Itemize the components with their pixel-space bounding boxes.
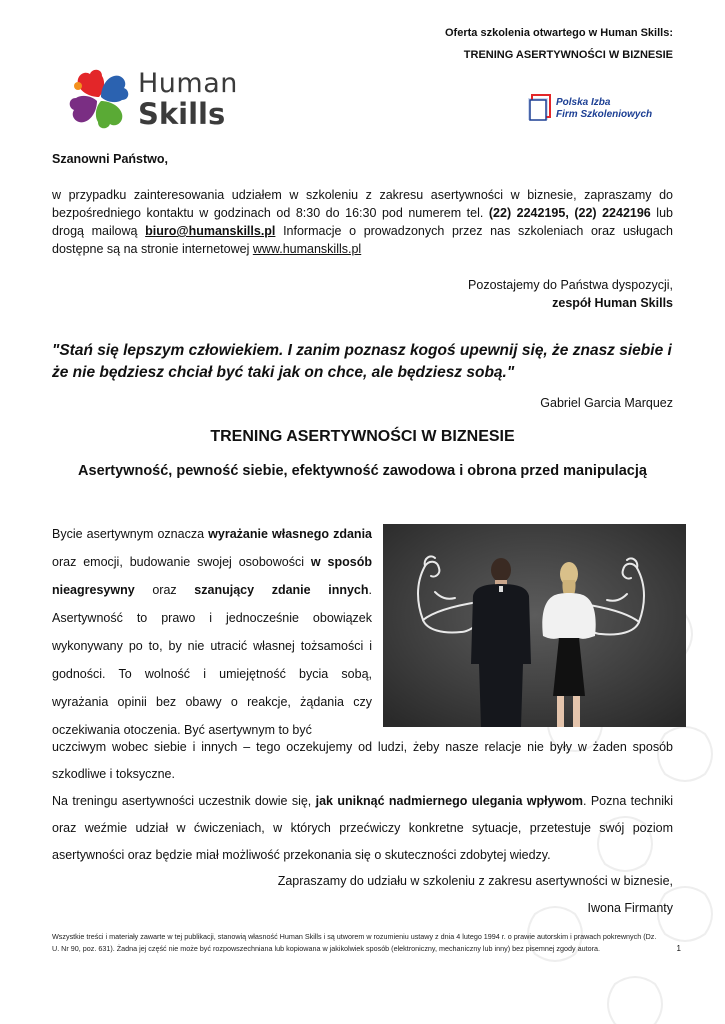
contact-text-2: lub drogą mailową	[52, 206, 673, 238]
copyright-footer: Wszystkie treści i materiały zawarte w tej publikacji, stanowią własność Human Skills i są utworem w rozumieniu ustawy z dnia 4 lutego 1994 r. o prawie autorskim i prawach pokrewnych (Dz. U. Nr 90, poz. 631). Żadna jej część nie może być rozpowszechniana lub kopiowana w jakikolwiek sposób (elektroniczny, mechaniczny lub inny) bez pisemnej zgody autora.	[52, 932, 657, 953]
header-offer-line: Oferta szkolenia otwartego w Human Skills:	[445, 27, 673, 39]
logo-word-skills: Skills	[138, 97, 226, 131]
contact-text-3: Informacje o prowadzonych przez nas szkoleniach oraz usługach dostępne są na stronie internetowej	[52, 224, 673, 256]
letter-greeting: Szanowni Państwo,	[52, 152, 168, 166]
closing-signature: Iwona Firmanty	[587, 901, 673, 915]
quote-text: "Stań się lepszym człowiekiem. I zanim poznasz kogoś upewnij się, że znasz siebie i że nie będziesz chciał być taki jak on chce, ale będziesz sobą."	[52, 342, 672, 381]
document-header	[445, 22, 673, 66]
intro-bold-3: szanujący zdanie innych	[194, 583, 369, 597]
pifs-logo-text	[556, 97, 652, 121]
intro-text-2: oraz emocji, budowanie swojej osobowości	[52, 555, 311, 569]
intro-text-4: . Asertywność to prawo i jednocześnie obowiązek wykonywany po to, by nie utracić własnej tożsamości i godności. To wolność i umiejętność bycia sobą, wyrażania opinii bez obawy o reakcje, żądania czy oczekiwania otoczenia. Być asertywnym to być	[52, 583, 372, 737]
letter-regards	[468, 276, 673, 312]
pifs-line-2: Firm Szkoleniowych	[556, 109, 653, 120]
contact-phones: (22) 2242195, (22) 2242196	[488, 206, 651, 220]
intro-text-1: Bycie asertywnym oznacza	[52, 527, 209, 541]
chalkboard-photo	[383, 524, 686, 727]
closing-block	[278, 868, 673, 922]
website-link[interactable]: www.humanskills.pl	[252, 242, 362, 256]
pifs-logo	[526, 94, 656, 126]
training-paragraph	[52, 788, 673, 869]
closing-invitation: Zapraszamy do udziału w szkoleniu z zakresu asertywności w biznesie,	[277, 874, 673, 888]
body-paragraph-full	[52, 734, 673, 869]
regards-line-1: Pozostajemy do Państwa dyspozycji,	[468, 278, 673, 292]
human-skills-logo	[66, 66, 246, 134]
course-title: TRENING ASERTYWNOŚCI W BIZNESIE	[210, 428, 515, 445]
course-subtitle: Asertywność, pewność siebie, efektywność zawodowa i obrona przed manipulacją	[78, 463, 647, 479]
regards-signature: zespół Human Skills	[552, 296, 673, 310]
contact-text-1: w przypadku zainteresowania udziałem w szkoleniu z zakresu asertywności w biznesie, zapraszamy do bezpośredniego kontaktu w godzinach od 8:30 do 16:30 pod numerem tel.	[52, 188, 673, 220]
human-skills-logo-mark	[66, 66, 132, 132]
pifs-line-1: Polska Izba	[556, 97, 611, 108]
page-number: 1	[676, 944, 681, 953]
training-text-1: Na treningu asertywności uczestnik dowie się,	[52, 794, 316, 808]
training-bold: jak uniknąć nadmiernego ulegania wpływom	[315, 794, 584, 808]
contact-paragraph	[52, 186, 673, 258]
intro-bold-2: w sposób nieagresywny	[52, 555, 372, 597]
quote-author: Gabriel Garcia Marquez	[540, 396, 673, 410]
email-link[interactable]: biuro@humanskills.pl	[145, 224, 276, 238]
header-course-line: TRENING ASERTYWNOŚCI W BIZNESIE	[463, 49, 673, 61]
intro-text-3: oraz	[134, 583, 195, 597]
intro-paragraph-wrapped	[52, 520, 372, 744]
pifs-logo-mark	[526, 94, 554, 124]
training-text-2: . Pozna techniki oraz weźmie udział w ćwiczeniach, w których przećwiczy konkretne sytuacje, przetestuje swój poziom asertywności oraz będzie miał możliwość przekonania się o skuteczności zdobytej wiedzy.	[52, 794, 673, 862]
logo-word-human: Human	[138, 68, 238, 99]
intro-continuation: uczciwym wobec siebie i innych – tego oczekujemy od ludzi, żeby nasze relacje nie były w żaden sposób szkodliwe i toksyczne.	[52, 740, 673, 781]
intro-bold-1: wyrażanie własnego zdania	[208, 527, 372, 541]
